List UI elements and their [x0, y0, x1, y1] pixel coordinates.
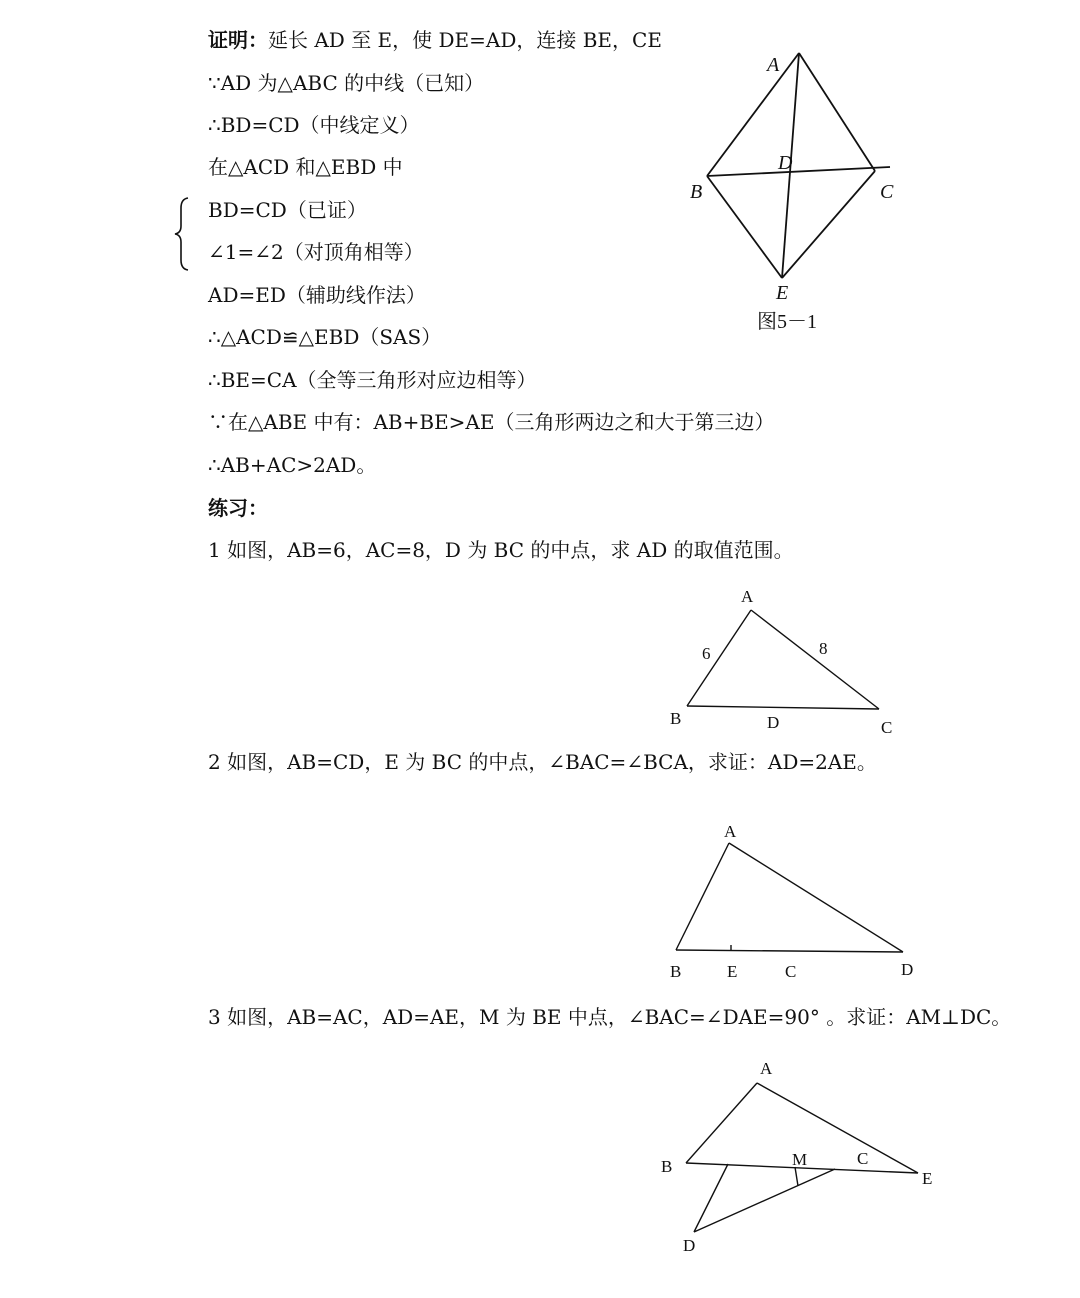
segment-ae — [757, 1083, 918, 1173]
label-d: D — [778, 152, 793, 174]
label-a: A — [760, 1059, 773, 1078]
segment-ad — [729, 843, 903, 952]
segment-be — [707, 176, 782, 278]
figure-q1 — [687, 610, 879, 709]
label-a: A — [741, 587, 754, 606]
label-c: C — [881, 718, 893, 737]
label-d: D — [683, 1236, 696, 1255]
segment-bc — [687, 706, 879, 709]
label-d: D — [901, 960, 914, 979]
segment-cd-left — [694, 1164, 728, 1232]
proof-line: ∴△ACD≌△EBD（SAS） — [208, 325, 442, 349]
segment-bd — [676, 950, 903, 952]
proof-line: ∴BE=CA（全等三角形对应边相等） — [208, 368, 537, 392]
segment-bc — [707, 167, 890, 176]
proof-line: ∴BD=CD（中线定义） — [208, 113, 420, 137]
segment-am-tick — [795, 1167, 798, 1186]
question-1: 1 如图，AB=6，AC=8，D 为 BC 的中点，求 AD 的取值范围。 — [208, 538, 794, 562]
label-e: E — [922, 1169, 933, 1188]
segment-ce — [782, 171, 875, 278]
proof-line: 在△ACD 和△EBD 中 — [208, 155, 403, 179]
segment-ab — [687, 610, 751, 706]
segment-ab — [686, 1083, 757, 1163]
segment-ab — [676, 843, 729, 950]
proof-condition: BD=CD（已证） — [208, 198, 367, 222]
figure-q2 — [676, 843, 903, 952]
proof-construction: 延长 AD 至 E，使 DE=AD，连接 BE，CE — [268, 28, 662, 52]
label-e: E — [727, 962, 738, 981]
label-d: D — [767, 713, 780, 732]
practice-heading: 练习： — [208, 496, 268, 520]
segment-dc — [694, 1169, 835, 1232]
label-a: A — [767, 54, 780, 76]
proof-condition: AD=ED（辅助线作法） — [208, 283, 426, 307]
segment-ac — [751, 610, 879, 709]
question-3: 3 如图，AB=AC，AD=AE，M 为 BE 中点，∠BAC=∠DAE=90° 。求证：AM⊥DC。 — [208, 1005, 1012, 1029]
proof-line: ∵在△ABE 中有：AB+BE>AE（三角形两边之和大于第三边） — [208, 410, 775, 434]
proof-condition: ∠1=∠2（对顶角相等） — [208, 240, 424, 264]
label-e: E — [776, 282, 789, 304]
label-c: C — [880, 181, 894, 203]
label-m: M — [792, 1150, 808, 1169]
label-b: B — [690, 181, 703, 203]
proof-line: ∵AD 为△ABC 的中线（已知） — [208, 71, 485, 95]
label-c: C — [785, 962, 797, 981]
label-ac-length: 8 — [819, 639, 828, 658]
label-a: A — [724, 822, 737, 841]
segment-ac — [799, 53, 875, 171]
label-b: B — [661, 1157, 673, 1176]
label-b: B — [670, 709, 682, 728]
proof-line: ∴AB+AC>2AD。 — [208, 453, 377, 477]
label-b: B — [670, 962, 682, 981]
proof-heading: 证明： — [208, 28, 268, 52]
figure-caption: 图5－1 — [757, 311, 817, 333]
question-2: 2 如图，AB=CD，E 为 BC 的中点，∠BAC=∠BCA，求证：AD=2AE。 — [208, 750, 877, 774]
label-c: C — [857, 1149, 869, 1168]
label-ab-length: 6 — [702, 644, 711, 663]
